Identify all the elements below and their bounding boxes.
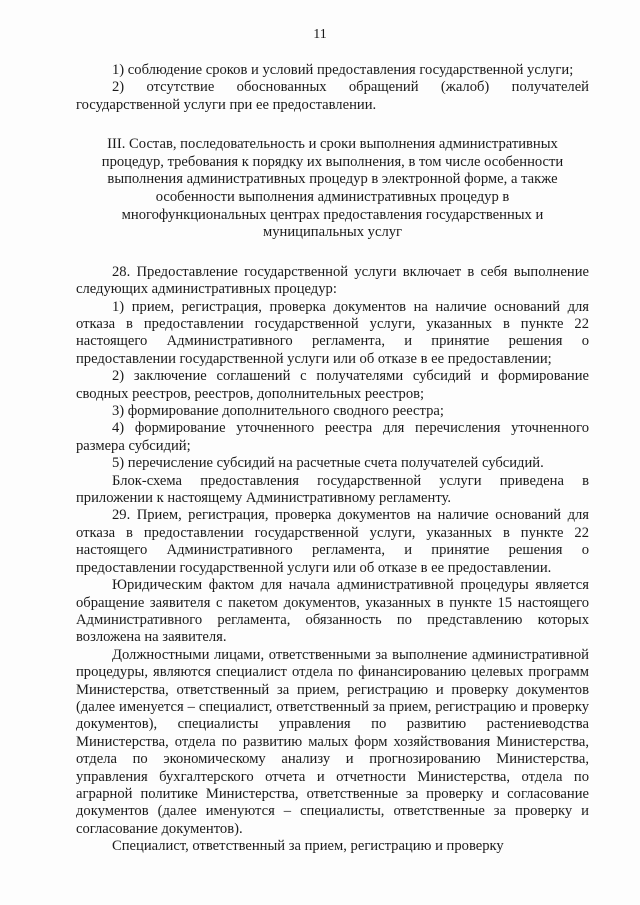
list-item-procedure-3: 3) формирование дополнительного сводного реестра; [112, 403, 444, 420]
paragraph-29: 29. Прием, регистрация, проверка документов на наличие оснований для отказа в предоставлении государственной услуги, указанных в пункте 22 настоящего Административного регламента, и принятие решения о предоставлении государственной услуги или об отказе в ее предоставлении. [76, 507, 589, 576]
list-item-procedure-4: 4) формирование уточненного реестра для перечисления уточненного размера субсидий; [76, 420, 589, 454]
paragraph-28: 28. Предоставление государственной услуги включает в себя выполнение следующих административных процедур: [76, 263, 589, 298]
paragraph-specialist-continued: Специалист, ответственный за прием, регистрацию и проверку [112, 838, 504, 855]
paragraph-criterion-2: 2) отсутствие обоснованных обращений (жалоб) получателей государственной услуги при ее предоставлении. [76, 79, 589, 113]
list-item-procedure-2: 2) заключение соглашений с получателями субсидий и формирование сводных реестров, реестров, дополнительных реестров; [76, 368, 589, 402]
section-heading: III. Состав, последовательность и сроки выполнения административных процедур, требования к порядку их выполнения, в том числе особенности выполнения административных процедур в электронной форме, а также особенности выполнения административных процедур в многофункциональных центрах предоставления государственных и муниципальных услуг [101, 136, 564, 241]
page-number: 11 [313, 27, 327, 42]
paragraph-responsible-officials: Должностными лицами, ответственными за выполнение административной процедуры, являются специалист отдела по финансированию целевых программ Министерства, ответственный за прием, регистрацию и проверку документов (далее именуется – специалист, ответственный за прием, регистрацию и проверку документов), специалисты управления по развитию растениеводства Министерства, отдела по развитию малых форм хозяйствования Министерства, отдела по экономическому анализу и прогнозированию Министерства, управления бухгалтерского отчета и отчетности Министерства, отдела по аграрной политике Министерства, ответственные за проверку и согласование документов (далее именуются – специалисты, ответственные за проверку и согласование документов). [76, 646, 589, 837]
list-item-procedure-1: 1) прием, регистрация, проверка документов на наличие оснований для отказа в предоставлении государственной услуги, указанных в пункте 22 настоящего Административного регламента, и принятие решения о предоставлении государственной услуги или об отказе в ее предоставлении; [76, 298, 589, 367]
paragraph-flowchart-reference: Блок-схема предоставления государственной услуги приведена в приложении к настоящему Административному регламенту. [76, 472, 589, 507]
list-item-procedure-5: 5) перечисление субсидий на расчетные счета получателей субсидий. [112, 455, 544, 472]
paragraph-legal-fact: Юридическим фактом для начала административной процедуры является обращение заявителя с пакетом документов, указанных в пункте 15 настоящего Административного регламента, обязанность по представлению которых возложена на заявителя. [76, 577, 589, 646]
page-content [76, 62, 589, 856]
paragraph-criterion-1: 1) соблюдение сроков и условий предоставления государственной услуги; [112, 62, 574, 78]
